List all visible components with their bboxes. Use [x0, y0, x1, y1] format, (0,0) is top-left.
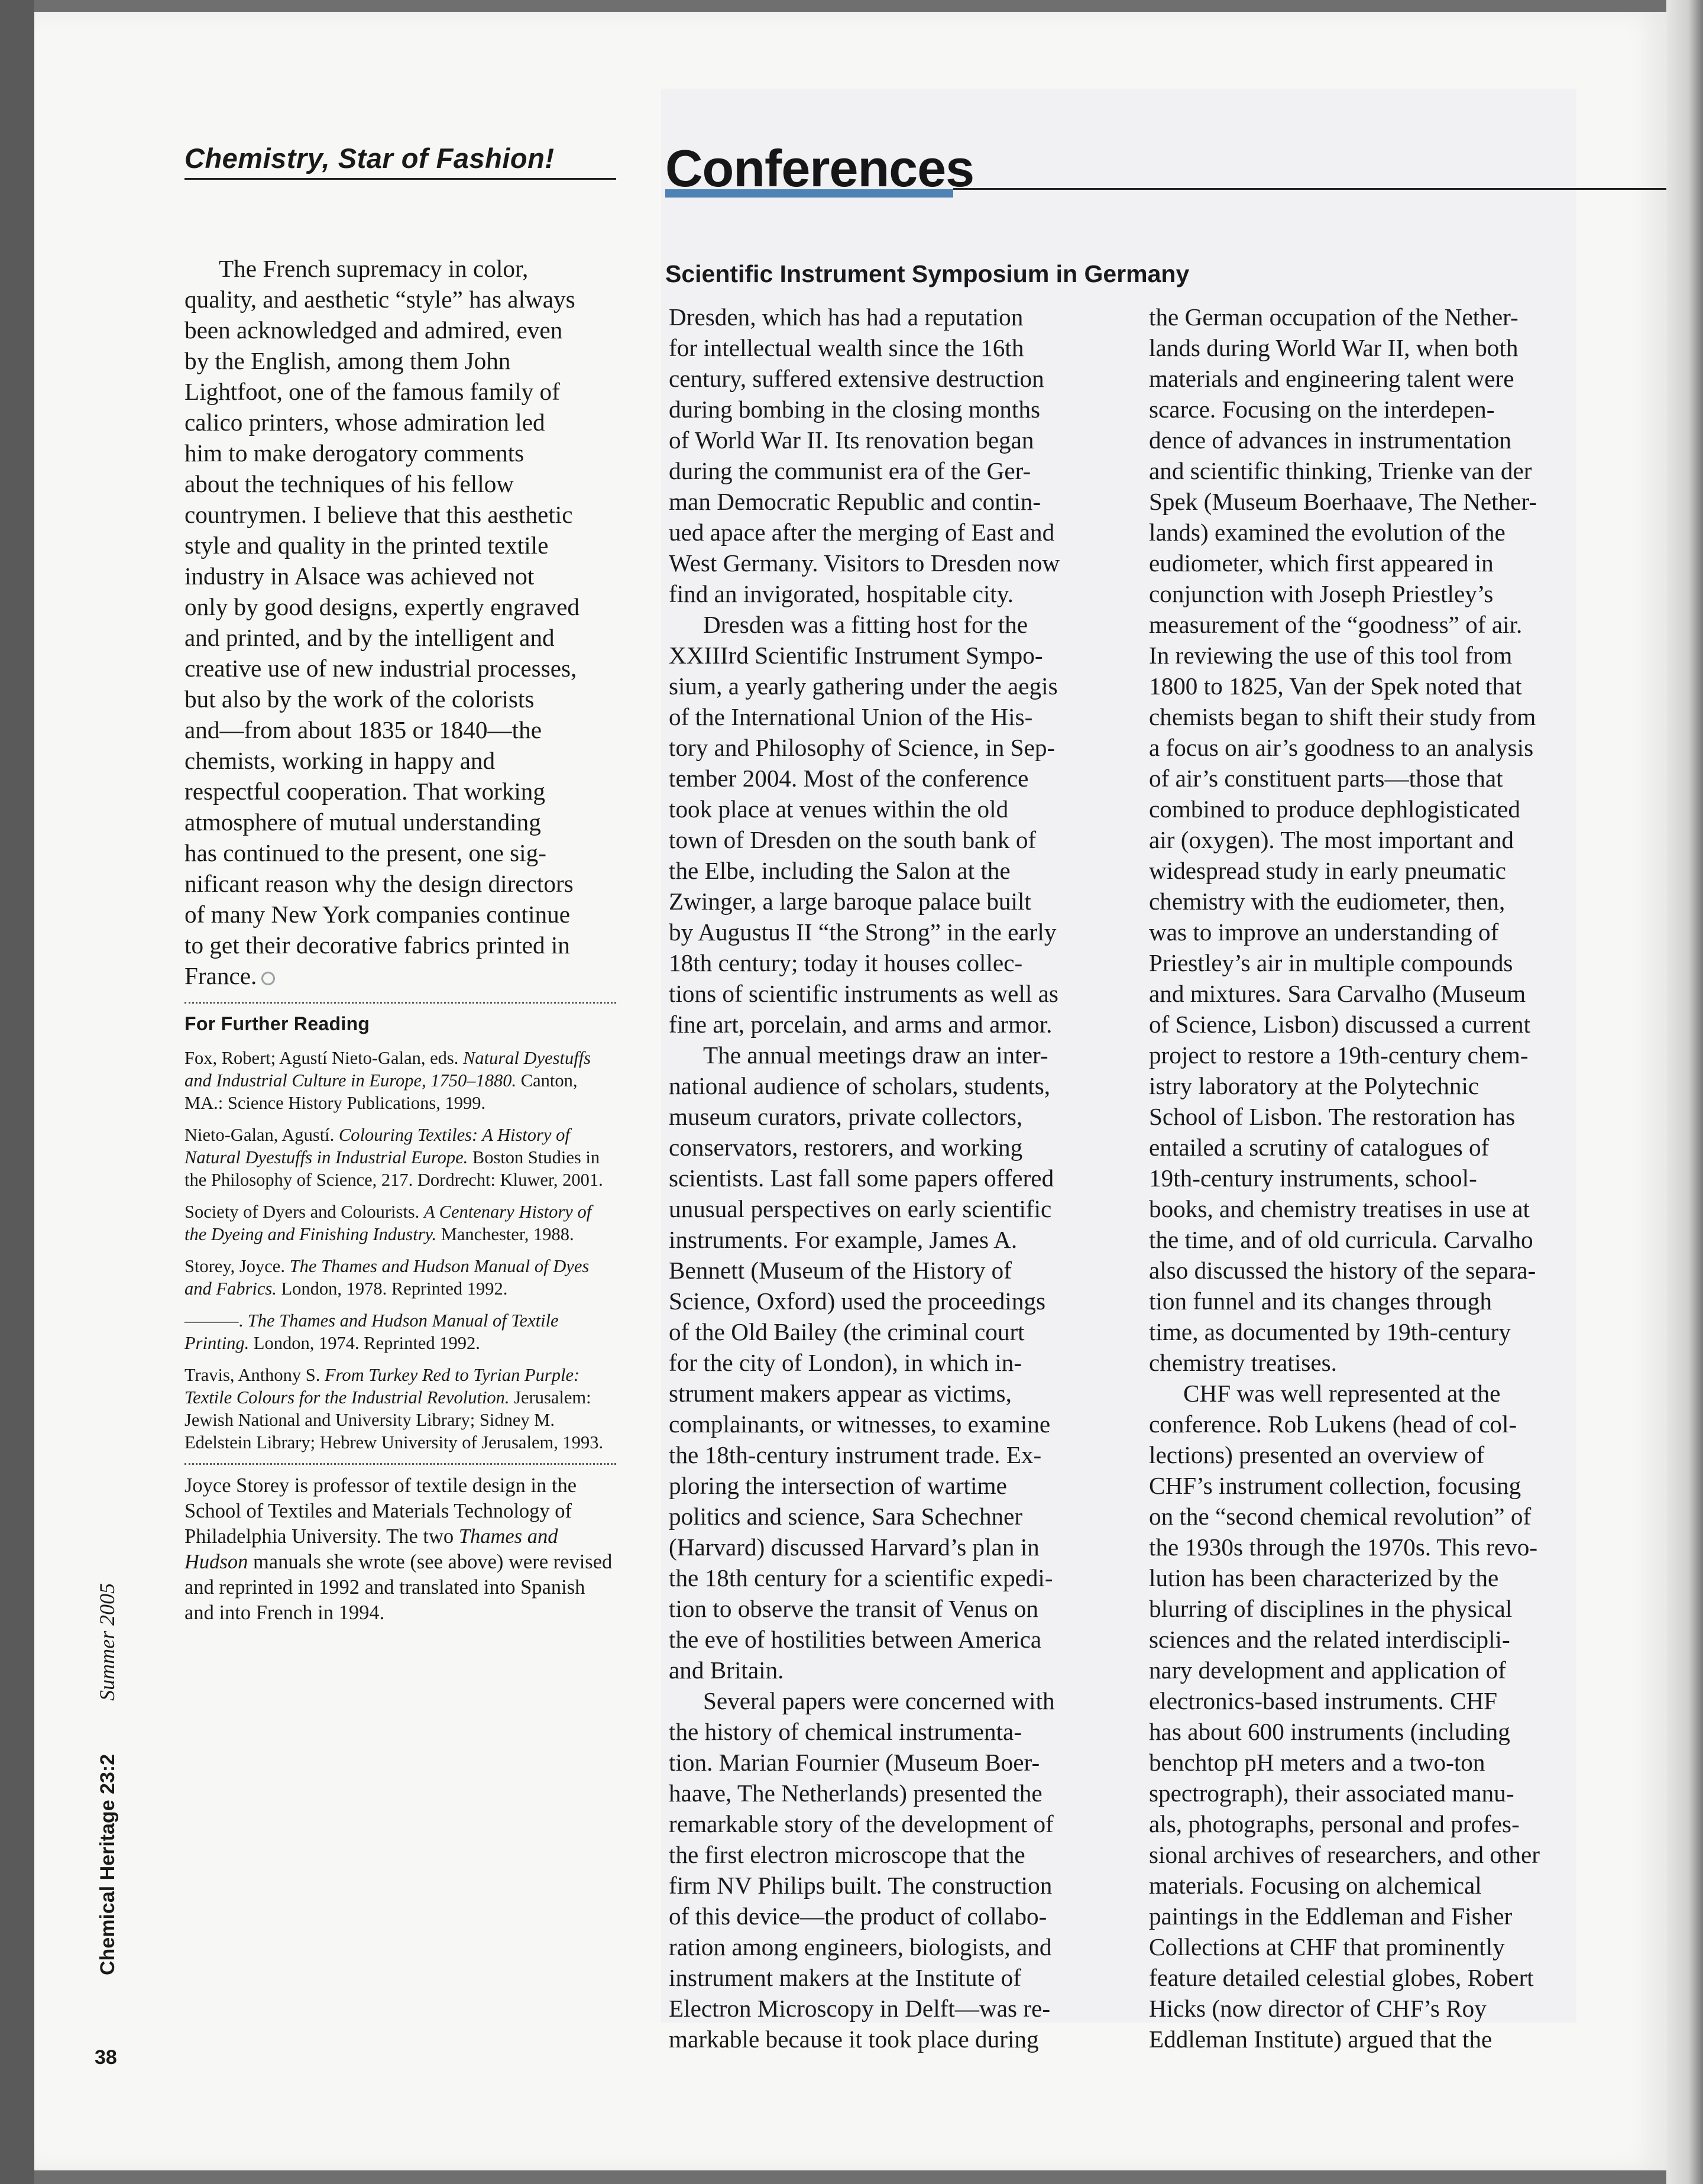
text-line: about the techniques of his fellow [184, 470, 514, 497]
text-line: has continued to the present, one sig- [184, 839, 546, 866]
section-heading: Chemistry, Star of Fashion! [184, 142, 616, 180]
conferences-header [665, 139, 974, 198]
article-column-1 [669, 302, 1097, 2054]
text-line: and mixtures. Sara Carvalho (Museum [1149, 980, 1526, 1007]
text-line: tion to observe the transit of Venus on [669, 1595, 1038, 1622]
text-line: find an invigorated, hospitable city. [669, 580, 1014, 607]
text-line: sional archives of researchers, and other [1149, 1841, 1540, 1868]
text-line: scientists. Last fall some papers offered [669, 1164, 1054, 1192]
text-line: during bombing in the closing months [669, 396, 1041, 423]
title-rule [953, 188, 1666, 190]
text-line: on the “second chemical revolution” of [1149, 1503, 1532, 1530]
text-line: ration among engineers, biologists, and [669, 1933, 1052, 1960]
text-line: the history of chemical instrumenta- [669, 1718, 1022, 1745]
text-line: of World War II. Its renovation began [669, 426, 1034, 454]
text-line: but also by the work of the colorists [184, 685, 535, 713]
text-line: strument makers appear as victims, [669, 1380, 1012, 1407]
further-reading-title: For Further Reading [184, 1013, 370, 1034]
text-line: remarkable story of the development of [669, 1810, 1054, 1837]
text-line: time, as documented by 19th-century [1149, 1318, 1511, 1345]
article-column-2 [1149, 302, 1582, 2054]
text-line: Spek (Museum Boerhaave, The Nether- [1149, 488, 1537, 515]
text-line: measurement of the “goodness” of air. [1149, 611, 1523, 638]
text-line: (Harvard) discussed Harvard’s plan in [669, 1533, 1040, 1561]
text-line: XXIIIrd Scientific Instrument Sympo- [669, 642, 1043, 669]
divider [184, 1002, 616, 1004]
text-line: industry in Alsace was achieved not [184, 562, 535, 590]
text-line: chemistry with the eudiometer, then, [1149, 888, 1505, 915]
text-line: chemists began to shift their study from [1149, 703, 1536, 730]
text-line: electronics-based instruments. CHF [1149, 1687, 1498, 1714]
page-edge [1666, 0, 1703, 2184]
page-number: 38 [95, 2046, 117, 2069]
text-line: and Britain. [669, 1656, 784, 1684]
text-line: Dresden, which has had a reputation [669, 303, 1024, 331]
text-line: calico printers, whose admiration led [184, 409, 545, 436]
text-line: tions of scientific instruments as well as [669, 980, 1058, 1007]
text-line: fine art, porcelain, and arms and armor. [669, 1011, 1053, 1038]
reference-list [184, 1047, 616, 1454]
text-line: was to improve an understanding of [1149, 918, 1499, 946]
text-line: nificant reason why the design directors [184, 870, 574, 897]
text-line: has about 600 instruments (including [1149, 1718, 1510, 1745]
text-line: the 18th century for a scientific expedi- [669, 1564, 1053, 1591]
text-line: the 1930s through the 1970s. This revo- [1149, 1533, 1538, 1561]
text-line: Zwinger, a large baroque palace built [669, 888, 1031, 915]
text-line: tember 2004. Most of the conference [669, 765, 1029, 792]
text-line: complainants, or witnesses, to examine [669, 1410, 1051, 1438]
text-line: lections) presented an overview of [1149, 1441, 1485, 1468]
text-line: also discussed the history of the separa- [1149, 1257, 1536, 1284]
text-line: paintings in the Eddleman and Fisher [1149, 1902, 1513, 1930]
text-line: the time, and of old curricula. Carvalho [1149, 1226, 1533, 1253]
text-line: the German occupation of the Nether- [1149, 303, 1519, 331]
text-line: CHF’s instrument collection, focusing [1149, 1472, 1521, 1499]
text-line: Bennett (Museum of the History of [669, 1257, 1012, 1284]
text-line: quality, and aesthetic “style” has always [184, 286, 575, 313]
text-line: benchtop pH meters and a two-ton [1149, 1749, 1485, 1776]
text-line: Several papers were concerned with [703, 1687, 1055, 1714]
author-bio: Joyce Storey is professor of textile design in the School of Textiles and Materials Technology of Philadelphia University. The two Thames and Hudson manuals she wrote (see above) were revised and reprinted in 1992 and translated into Spanish and into French in 1994. [184, 1474, 613, 1624]
text-line: Lightfoot, one of the famous family of [184, 378, 560, 405]
left-column [184, 142, 616, 1626]
text-line: The annual meetings draw an inter- [703, 1041, 1048, 1069]
text-line: Eddleman Institute) argued that the [1149, 2026, 1492, 2053]
text-line: CHF was well represented at the [1183, 1380, 1501, 1407]
page-title: Conferences [665, 139, 974, 198]
text-line: sciences and the related interdiscipli- [1149, 1626, 1510, 1653]
text-line: conference. Rob Lukens (head of col- [1149, 1410, 1517, 1438]
text-line: combined to produce dephlogisticated [1149, 795, 1520, 823]
text-line: books, and chemistry treatises in use at [1149, 1195, 1530, 1222]
text-line: School of Lisbon. The restoration has [1149, 1103, 1516, 1130]
text-line: by the English, among them John [184, 347, 511, 374]
text-line: Dresden was a fitting host for the [703, 611, 1028, 638]
text-line: been acknowledged and admired, even [184, 316, 563, 344]
text-line: 1800 to 1825, Van der Spek noted that [1149, 672, 1522, 700]
text-line: man Democratic Republic and contin- [669, 488, 1041, 515]
text-line: chemistry treatises. [1149, 1349, 1337, 1376]
reference-item: ———. The Thames and Hudson Manual of Textile Printing. London, 1974. Reprinted 1992. [184, 1311, 559, 1353]
text-line: In reviewing the use of this tool from [1149, 642, 1513, 669]
text-line: Hicks (now director of CHF’s Roy [1149, 1995, 1487, 2022]
text-line: feature detailed celestial globes, Robert [1149, 1964, 1534, 1991]
text-line: and—from about 1835 or 1840—the [184, 716, 542, 743]
text-line: the 18th-century instrument trade. Ex- [669, 1441, 1042, 1468]
text-line: of this device—the product of collabo- [669, 1902, 1047, 1930]
article-body [184, 253, 616, 991]
text-line: of the Old Bailey (the criminal court [669, 1318, 1025, 1345]
reference-item: Society of Dyers and Colourists. A Centenary History of the Dyeing and Finishing Industry. Manchester, 1988. [184, 1202, 592, 1244]
text-line: France. [184, 960, 616, 991]
text-line: materials and engineering talent were [1149, 365, 1514, 392]
text-line: scarce. Focusing on the interdepen- [1149, 396, 1495, 423]
text-line: of Science, Lisbon) discussed a current [1149, 1011, 1531, 1038]
text-line: Priestley’s air in multiple compounds [1149, 949, 1513, 976]
text-line: and scientific thinking, Trienke van der [1149, 457, 1532, 484]
text-line: to get their decorative fabrics printed in [184, 931, 570, 959]
text-line: creative use of new industrial processes, [184, 655, 577, 682]
text-line: widespread study in early pneumatic [1149, 857, 1506, 884]
text-line: 18th century; today it houses collec- [669, 949, 1023, 976]
end-mark-icon [261, 972, 275, 985]
divider [184, 1463, 616, 1465]
reference-item: Travis, Anthony S. From Turkey Red to Tyrian Purple: Textile Colours for the Industrial Revolution. Jerusalem: Jewish National and University Library; Sidney M. Edelstein Library; Hebrew University of Jerusalem, 1993. [184, 1365, 604, 1452]
text-line: and printed, and by the intelligent and [184, 624, 555, 651]
text-line: politics and science, Sara Schechner [669, 1503, 1023, 1530]
text-line: a focus on air’s goodness to an analysis [1149, 734, 1534, 761]
text-line: by Augustus II “the Strong” in the early [669, 918, 1057, 946]
text-line: of air’s constituent parts—those that [1149, 765, 1503, 792]
text-line: West Germany. Visitors to Dresden now [669, 549, 1060, 577]
text-line: lution has been characterized by the [1149, 1564, 1499, 1591]
text-line: only by good designs, expertly engraved [184, 593, 580, 620]
text-line: respectful cooperation. That working [184, 778, 545, 805]
text-line: of many New York companies continue [184, 901, 571, 928]
text-line: tion funnel and its changes through [1149, 1287, 1492, 1315]
text-line: took place at venues within the old [669, 795, 1009, 823]
text-line: materials. Focusing on alchemical [1149, 1872, 1482, 1899]
text-line: for intellectual wealth since the 16th [669, 334, 1024, 361]
text-line: style and quality in the printed textile [184, 532, 549, 559]
text-line: instruments. For example, James A. [669, 1226, 1018, 1253]
text-line: istry laboratory at the Polytechnic [1149, 1072, 1479, 1099]
text-line: nary development and application of [1149, 1656, 1506, 1684]
text-line: tion. Marian Fournier (Museum Boer- [669, 1749, 1040, 1776]
text-line: instrument makers at the Institute of [669, 1964, 1021, 1991]
text-line: unusual perspectives on early scientific [669, 1195, 1052, 1222]
text-line: Science, Oxford) used the proceedings [669, 1287, 1046, 1315]
text-line: project to restore a 19th-century chem- [1149, 1041, 1529, 1069]
text-line: conjunction with Joseph Priestley’s [1149, 580, 1494, 607]
issue-season: Summer 2005 [95, 1583, 119, 1701]
text-line: of the International Union of the His- [669, 703, 1033, 730]
text-line: the eve of hostilities between America [669, 1626, 1042, 1653]
text-line: chemists, working in happy and [184, 747, 496, 774]
reference-item: Fox, Robert; Agustí Nieto-Galan, eds. Natural Dyestuffs and Industrial Culture in Europe, 1750–1880. Canton, MA.: Science History Publications, 1999. [184, 1048, 591, 1113]
text-line: the first electron microscope that the [669, 1841, 1025, 1868]
article-heading: Scientific Instrument Symposium in Germany [665, 260, 1190, 287]
text-line: him to make derogatory comments [184, 439, 525, 467]
text-line: blurring of disciplines in the physical [1149, 1595, 1513, 1622]
text-line: dence of advances in instrumentation [1149, 426, 1512, 454]
text-line: haave, The Netherlands) presented the [669, 1779, 1042, 1807]
text-line: ploring the intersection of wartime [669, 1472, 1007, 1499]
text-line: atmosphere of mutual understanding [184, 808, 541, 836]
text-line: century, suffered extensive destruction [669, 365, 1044, 392]
text-line: during the communist era of the Ger- [669, 457, 1031, 484]
text-line: ued apace after the merging of East and [669, 519, 1055, 546]
text-line: 19th-century instruments, school- [1149, 1164, 1477, 1192]
text-line: spectrograph), their associated manu- [1149, 1779, 1514, 1807]
text-line: museum curators, private collectors, [669, 1103, 1023, 1130]
text-line: entailed a scrutiny of catalogues of [1149, 1134, 1490, 1161]
text-line: eudiometer, which first appeared in [1149, 549, 1494, 577]
text-line: firm NV Philips built. The construction [669, 1872, 1053, 1899]
running-footer [95, 1583, 119, 1975]
text-line: The French supremacy in color, [219, 255, 529, 282]
text-line: conservators, restorers, and working [669, 1134, 1023, 1161]
text-line: for the city of London), in which in- [669, 1349, 1022, 1376]
text-line: markable because it took place during [669, 2026, 1039, 2053]
text-line: countrymen. I believe that this aesthetic [184, 501, 573, 528]
text-line: sium, a yearly gathering under the aegis [669, 672, 1058, 700]
reference-item: Nieto-Galan, Agustí. Colouring Textiles: A History of Natural Dyestuffs in Industrial Europe. Boston Studies in the Philosophy of Science, 217. Dordrecht: Kluwer, 2001. [184, 1125, 603, 1190]
text-line: town of Dresden on the south bank of [669, 826, 1037, 853]
text-line: als, photographs, personal and profes- [1149, 1810, 1520, 1837]
text-line: tory and Philosophy of Science, in Sep- [669, 734, 1056, 761]
text-line: Collections at CHF that prominently [1149, 1933, 1505, 1960]
text-line: national audience of scholars, students, [669, 1072, 1051, 1099]
text-line: lands) examined the evolution of the [1149, 519, 1505, 546]
text-line: air (oxygen). The most important and [1149, 826, 1514, 853]
scan-background [0, 0, 34, 2184]
text-line: the Elbe, including the Salon at the [669, 857, 1011, 884]
text-line: lands during World War II, when both [1149, 334, 1519, 361]
text-line: Electron Microscopy in Delft—was re- [669, 1995, 1051, 2022]
reference-item: Storey, Joyce. The Thames and Hudson Manual of Dyes and Fabrics. London, 1978. Reprinted 1992. [184, 1256, 590, 1299]
journal-name: Chemical Heritage 23:2 [96, 1753, 119, 1975]
